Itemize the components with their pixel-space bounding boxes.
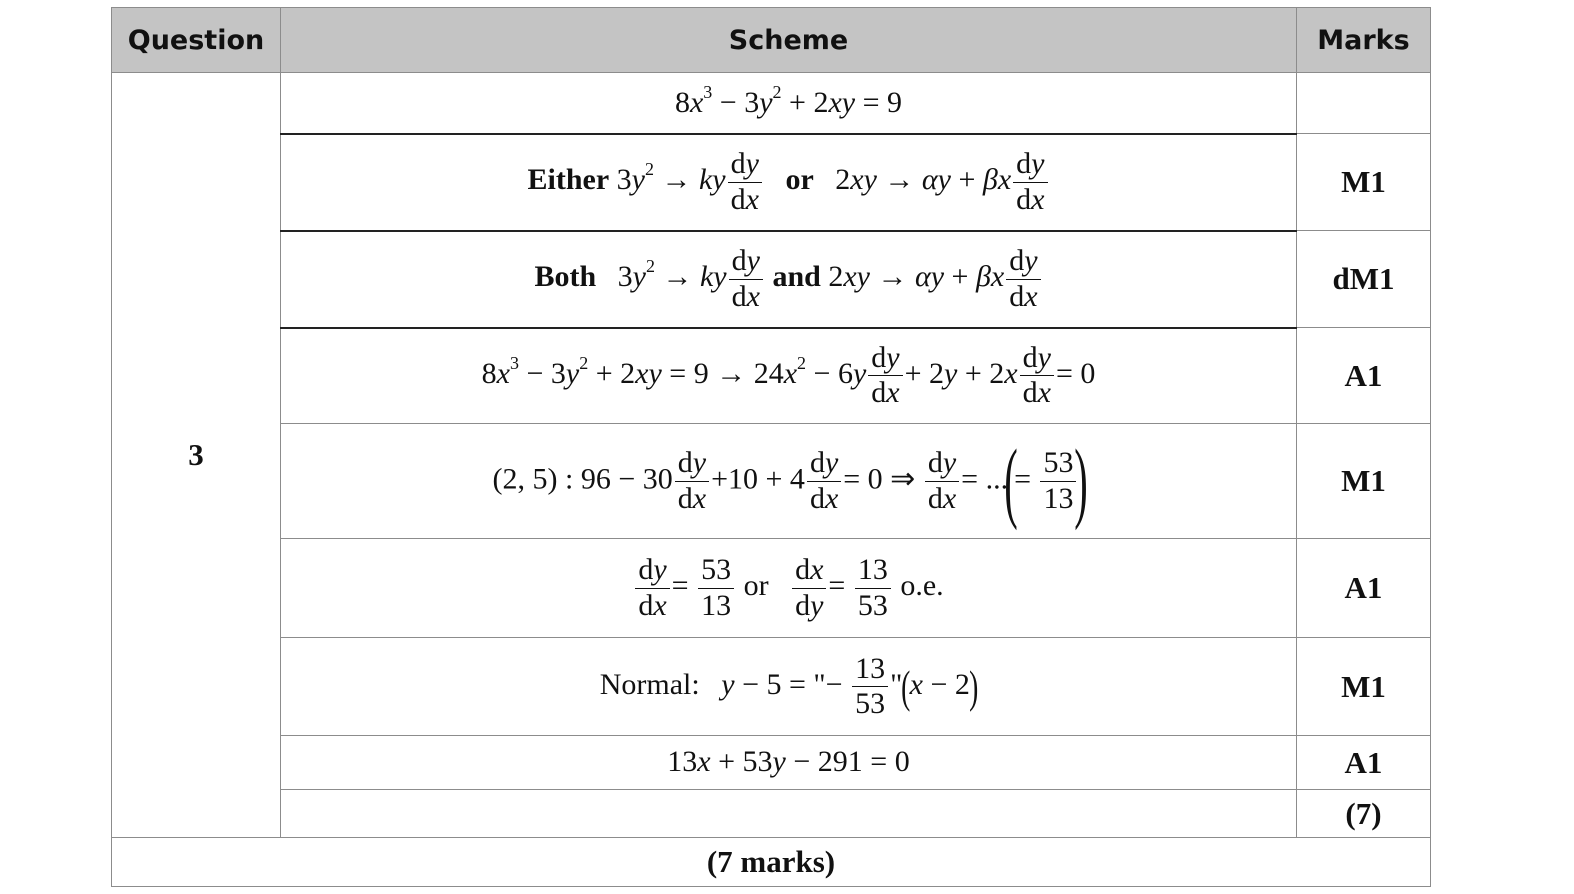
or-word: or (743, 568, 769, 602)
normal-label: Normal: (599, 667, 700, 701)
header-row (112, 8, 1431, 73)
scheme-substitution: (2, 5) : 96 − 30 $\frac{dy}{dx}$ +10 + 4 $\frac{dy}{dx}$ = 0 ⇒ $\frac{dy}{dx}$ = ...(= $\frac{53}{13}$ ) (281, 424, 1297, 539)
mark-cell: A1 (1297, 736, 1431, 790)
scheme-row (112, 231, 1431, 328)
either-word: Either (527, 162, 610, 196)
mark-scheme (111, 7, 1430, 887)
question-number: 3 (112, 73, 281, 838)
header-scheme: Scheme (281, 8, 1297, 73)
mark-cell: M1 (1297, 424, 1431, 539)
scheme-equation: $8x^3 - 3y^2 + 2xy = 9$ (281, 73, 1297, 134)
header-question: Question (112, 8, 281, 73)
scheme-row (112, 790, 1431, 838)
mark-cell: M1 (1297, 134, 1431, 231)
mark-cell: A1 (1297, 539, 1431, 638)
subtotal-marks: (7) (1297, 790, 1431, 838)
scheme-row (112, 73, 1431, 134)
scheme-normal: Normal: y − 5 = "− $\frac{13}{53}$ "(x − 2) (281, 638, 1297, 736)
scheme-differentiation: $8x^3 - 3y^2 + 2xy = 9 \to 24x^2 - 6y$ $\frac{dy}{dx}$ + 2y + 2x $\frac{dy}{dx}$ = 0 (281, 328, 1297, 424)
oe-note: o.e. (900, 568, 944, 602)
mark-cell: dM1 (1297, 231, 1431, 328)
or-word: or (785, 162, 814, 196)
scheme-row (112, 539, 1431, 638)
scheme-either: Either $3y^2$ → ky $\frac{dy}{dx}$ or 2xy → αy + βx $\frac{dy}{dx}$ (281, 134, 1297, 231)
mark-cell: A1 (1297, 328, 1431, 424)
scheme-both: Both $3y^2$ → ky $\frac{dy}{dx}$ and 2xy → αy + βx $\frac{dy}{dx}$ (281, 231, 1297, 328)
header-marks: Marks (1297, 8, 1431, 73)
scheme-row (112, 736, 1431, 790)
scheme-row (112, 424, 1431, 539)
both-word: Both (534, 259, 597, 293)
scheme-row (112, 328, 1431, 424)
scheme-row (112, 134, 1431, 231)
mark-scheme-table (111, 7, 1431, 887)
and-word: and (772, 259, 821, 293)
total-marks: (7 marks) (112, 838, 1431, 887)
scheme-row (112, 638, 1431, 736)
scheme-final-answer: 13x + 53y − 291 = 0 (281, 736, 1297, 790)
total-row (112, 838, 1431, 887)
scheme-gradient: $\frac{dy}{dx}$ = $\frac{53}{13}$ or $\frac{dx}{dy}$ = $\frac{13}{53}$ o.e. (281, 539, 1297, 638)
mark-cell: M1 (1297, 638, 1431, 736)
scheme-empty (281, 790, 1297, 838)
mark-cell (1297, 73, 1431, 134)
